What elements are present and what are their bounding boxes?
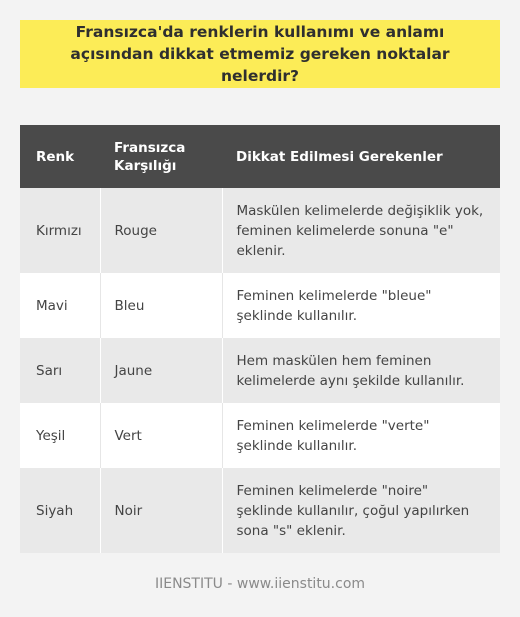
table-row xyxy=(20,338,500,403)
cell-french: Vert xyxy=(100,403,222,468)
cell-notes: Feminen kelimelerde "noire" şeklinde kullanılır, çoğul yapılırken sona "s" eklenir. xyxy=(222,468,500,553)
table-row xyxy=(20,188,500,273)
table-row xyxy=(20,273,500,338)
cell-color: Siyah xyxy=(20,468,100,553)
column-header-french: Fransızca Karşılığı xyxy=(100,125,222,188)
column-header-color: Renk xyxy=(20,125,100,188)
cell-color: Mavi xyxy=(20,273,100,338)
page-title: Fransızca'da renklerin kullanımı ve anlamı açısından dikkat etmemiz gereken noktalar nelerdir? xyxy=(70,23,450,85)
cell-color: Yeşil xyxy=(20,403,100,468)
cell-notes: Maskülen kelimelerde değişiklik yok, feminen kelimelerde sonuna "e" eklenir. xyxy=(222,188,500,273)
cell-notes: Feminen kelimelerde "bleue" şeklinde kullanılır. xyxy=(222,273,500,338)
cell-color: Kırmızı xyxy=(20,188,100,273)
cell-color: Sarı xyxy=(20,338,100,403)
cell-french: Jaune xyxy=(100,338,222,403)
cell-notes: Feminen kelimelerde "verte" şeklinde kullanılır. xyxy=(222,403,500,468)
title-banner xyxy=(20,20,500,88)
cell-notes: Hem maskülen hem feminen kelimelerde aynı şekilde kullanılır. xyxy=(222,338,500,403)
table-row xyxy=(20,403,500,468)
cell-french: Rouge xyxy=(100,188,222,273)
cell-french: Noir xyxy=(100,468,222,553)
colors-table xyxy=(20,125,500,553)
table-row xyxy=(20,468,500,553)
column-header-notes: Dikkat Edilmesi Gerekenler xyxy=(222,125,500,188)
footer-credit: IIENSTITU - www.iienstitu.com xyxy=(154,576,366,592)
table-header-row xyxy=(20,125,500,188)
cell-french: Bleu xyxy=(100,273,222,338)
